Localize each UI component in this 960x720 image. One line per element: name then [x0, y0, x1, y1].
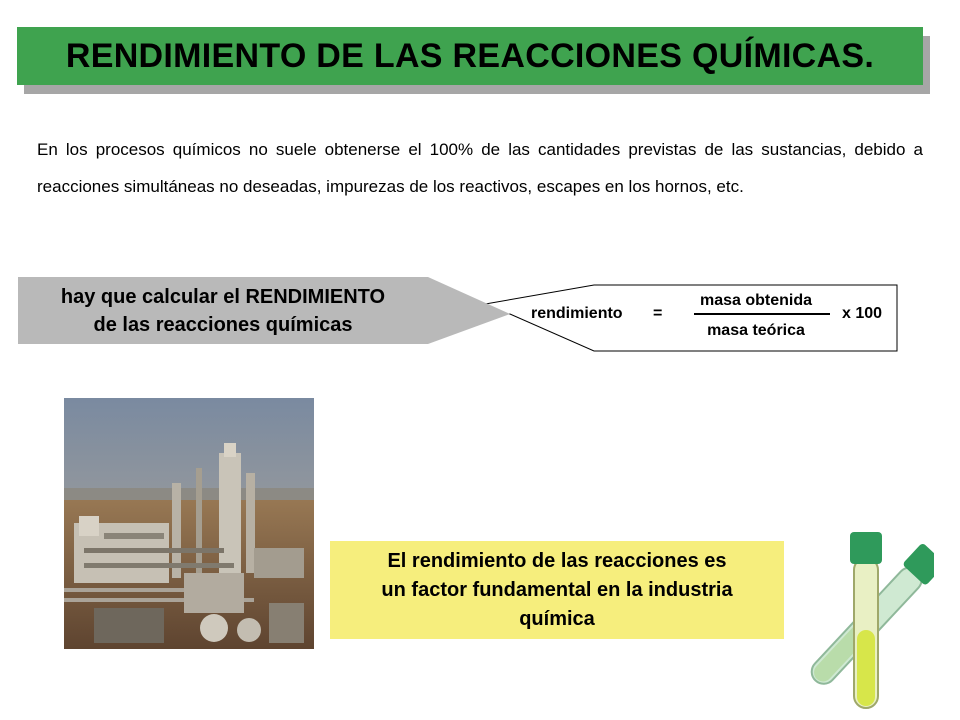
note-box [330, 541, 784, 639]
note-line-1: El rendimiento de las reacciones es [387, 549, 727, 572]
formula-multiplier: x 100 [842, 305, 883, 322]
callout-pointer [420, 277, 510, 344]
formula-denominator: masa teórica [707, 322, 805, 339]
callout-line-2: de las reacciones químicas [93, 313, 353, 336]
upright-tube-icon [850, 532, 882, 708]
note-line-2: un factor fundamental en la industria [381, 578, 733, 601]
note-line-3: química [519, 607, 595, 630]
title-banner [17, 27, 923, 85]
test-tubes-clipart [804, 520, 934, 716]
page-title: RENDIMIENTO DE LAS REACCIONES QUÍMICAS. [65, 36, 875, 75]
formula-lhs: rendimiento [531, 305, 623, 322]
callout-box [18, 277, 428, 344]
refinery-photo [64, 398, 314, 649]
callout-line-1: hay que calcular el RENDIMIENTO [60, 285, 386, 308]
formula-numerator: masa obtenida [699, 292, 813, 309]
formula-equals: = [653, 305, 663, 322]
intro-paragraph: En los procesos químicos no suele obtenerse el 100% de las cantidades previstas de las sustancias, debido a reacciones simultáneas no deseadas, impurezas de los reactivos, escapes en los hornos, etc. [37, 140, 923, 196]
